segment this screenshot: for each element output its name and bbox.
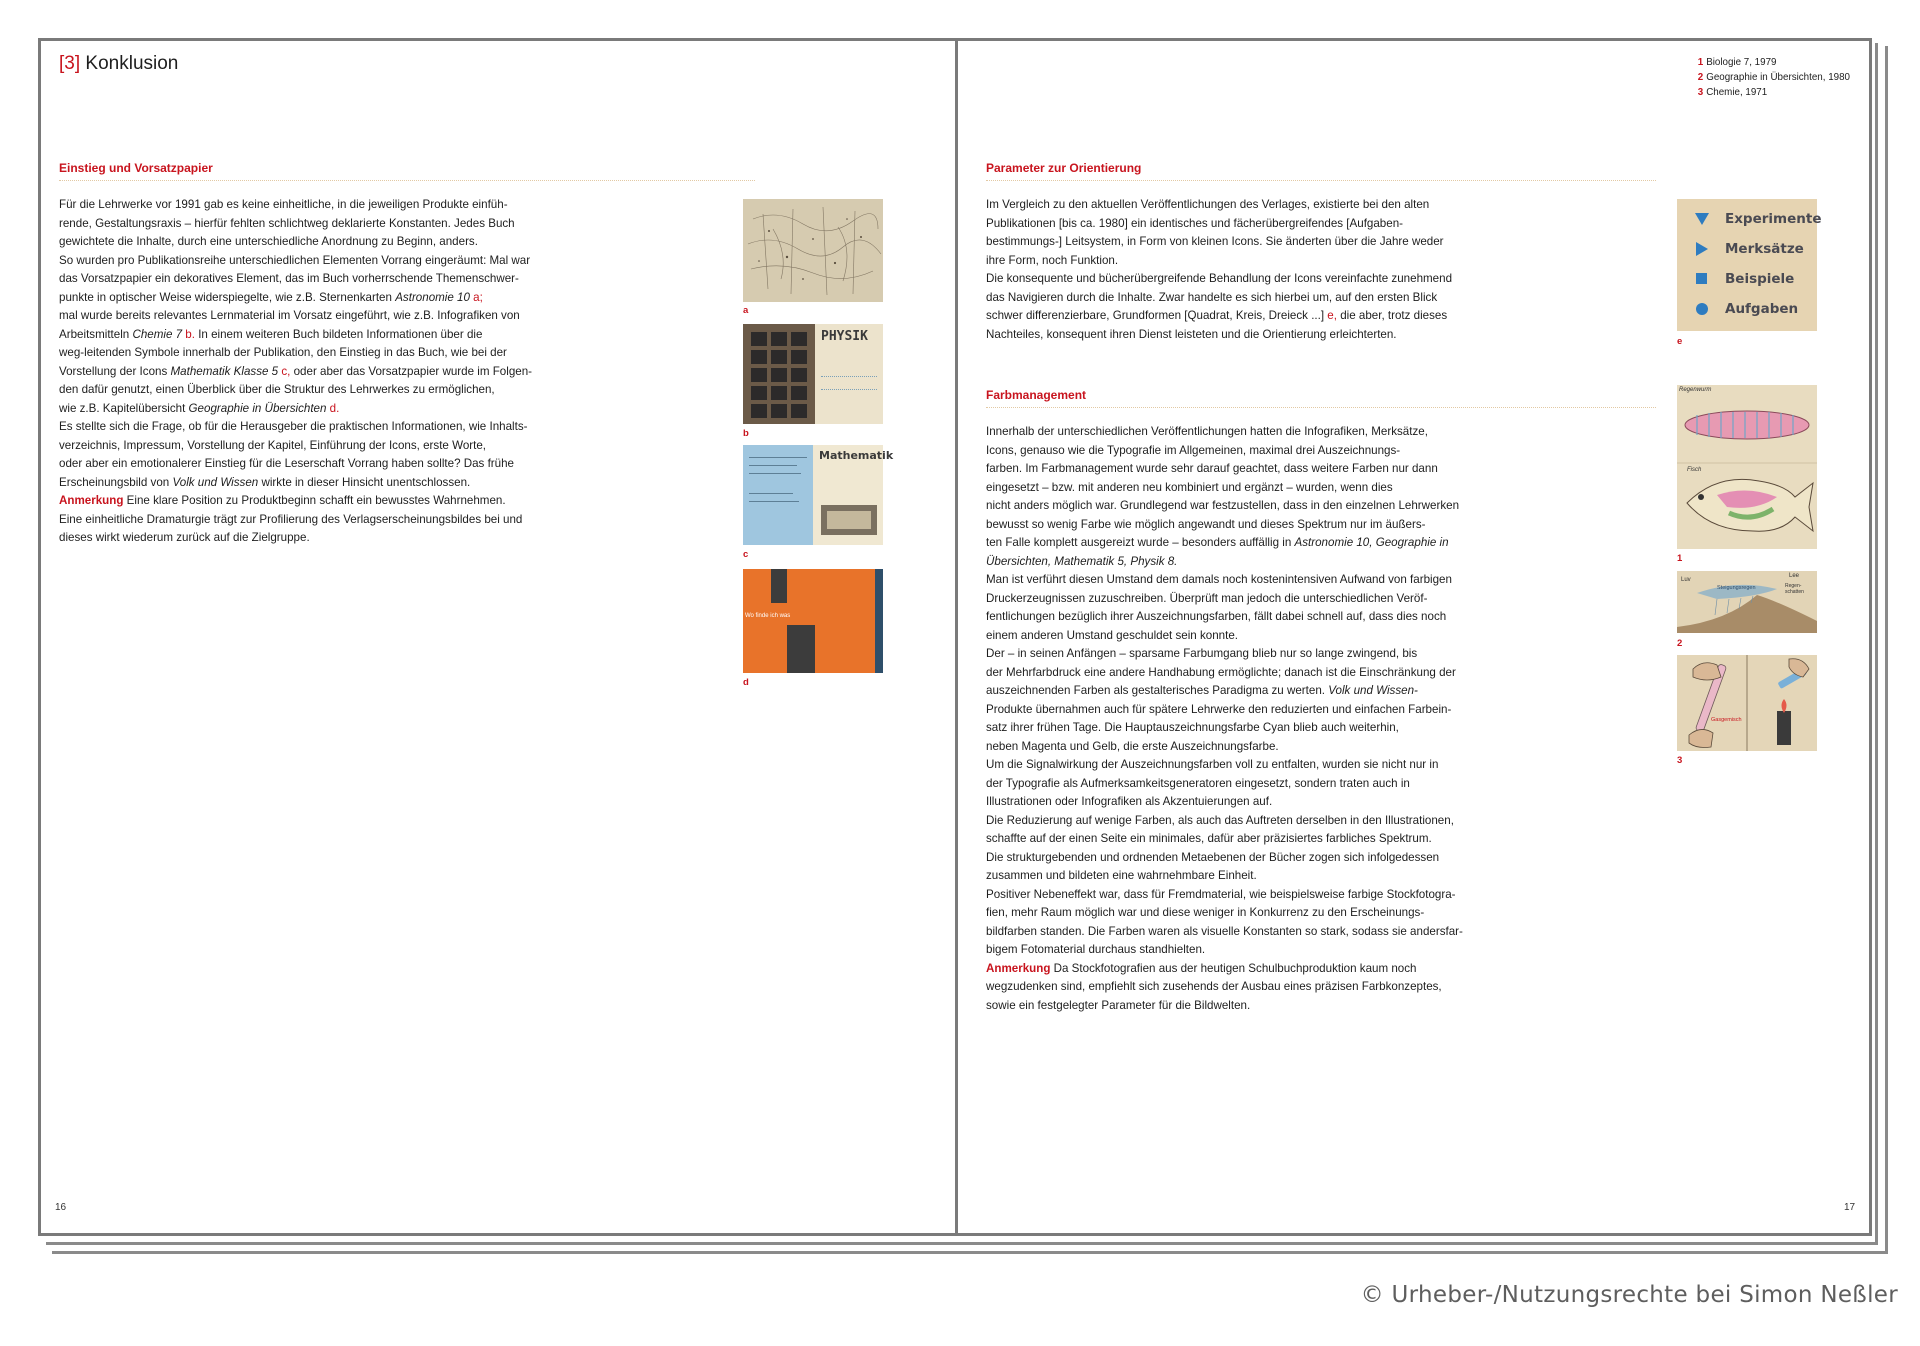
text-span: Astronomie 10 — [395, 290, 470, 304]
dotted-rule — [986, 407, 1656, 408]
copyright-notice: © Urheber-/Nutzungsrechte bei Simon Neßler — [1360, 1282, 1898, 1308]
text-span: Chemie 7 — [132, 327, 183, 341]
text-span: oder aber das Vorsatzpapier wurde im Folgen- — [290, 364, 533, 378]
text-line — [986, 812, 1463, 831]
image-physik-cover — [743, 324, 883, 424]
text-line — [59, 344, 532, 363]
text-span: punkte in optischer Weise widerspiegelte, wie z.B. Sternenkarten — [59, 290, 396, 304]
text-span: Vorstellung der Icons — [59, 364, 171, 378]
text-span: Positiver Nebeneffekt war, dass für Fremdmaterial, wie beispielsweise farbige Stockfotogra- — [986, 887, 1456, 901]
page-number-left: 16 — [55, 1202, 67, 1213]
text-line — [986, 423, 1463, 442]
text-span: Nachteiles, konsequent ihren Dienst leisteten und die Orientierung erleichterten. — [986, 327, 1397, 341]
image-label-d: d — [743, 677, 749, 688]
text-line — [59, 492, 532, 511]
square-icon — [1695, 272, 1709, 286]
legend-row-aufgaben: Aufgaben — [1695, 301, 1798, 317]
text-span: Um die Signalwirkung der Auszeichnungsfarben voll zu entfalten, wurden sie nicht nur in — [986, 758, 1439, 771]
text-line — [986, 775, 1463, 794]
text-line — [986, 849, 1463, 868]
text-span: Icons, genauso wie die Typografie im Allgemeinen, maximal drei Auszeichnungs- — [986, 443, 1401, 457]
text-line — [986, 571, 1463, 590]
text-line — [986, 289, 1452, 308]
text-span: das Navigieren durch die Inhalte. Zwar handelte es sich hierbei um, auf den ersten Blick — [986, 290, 1438, 304]
text-span: Illustrationen oder Infografiken als Akzentuierungen auf. — [986, 795, 1273, 808]
text-span: Da Stockfotografien aus der heutigen Schulbuchproduktion kaum noch — [1050, 961, 1417, 975]
text-line — [986, 608, 1463, 627]
lee-label: Lee — [1789, 573, 1800, 579]
left-page — [41, 41, 955, 1233]
text-span: Innerhalb der unterschiedlichen Veröffentlichungen hatten die Infografiken, Merksätze, — [986, 425, 1428, 438]
text-line — [986, 978, 1463, 997]
text-line — [986, 215, 1452, 234]
image-label-c: c — [743, 549, 749, 560]
text-span: a; — [469, 290, 483, 304]
text-span: schwer differenzierbare, Grundformen [Quadrat, Kreis, Dreieck ...] — [986, 309, 1328, 322]
text-line — [986, 867, 1463, 886]
text-span: zusammen und bildeten eine wahrnehmbare Einheit. — [986, 869, 1257, 882]
text-line — [59, 196, 532, 215]
text-span: b. — [182, 327, 195, 341]
note-label: Anmerkung — [59, 494, 124, 507]
text-span: c, — [278, 364, 291, 378]
image-icon-legend — [1677, 199, 1822, 331]
text-span: dieses wirkt wiederum zurück auf die Zielgruppe. — [59, 531, 310, 544]
text-span: Produkte übernahmen auch für spätere Lehrwerke den reduzierten und einfachen Farbein- — [986, 702, 1452, 716]
overview-text: Wo finde ich was — [745, 613, 791, 619]
caption-text: Chemie, 1971 — [1706, 87, 1768, 98]
rain-label: Steigungsregen — [1717, 585, 1756, 591]
text-span: Der – in seinen Anfängen – sparsame Farbumgang blieb nur so lange zwingend, bis — [986, 647, 1418, 660]
image-label-e: e — [1677, 336, 1683, 347]
text-span: Eine klare Position zu Produktbeginn schafft ein bewusstes Wahrnehmen. — [123, 494, 506, 507]
text-line — [59, 289, 532, 308]
text-span: bildfarben standen. Die Farben waren als visuelle Konstanten so stark, sodass sie andersfar- — [986, 924, 1463, 938]
text-line — [59, 326, 532, 345]
text-line — [986, 196, 1452, 215]
text-line — [986, 627, 1463, 646]
text-span: Übersichten, Mathematik 5, Physik 8. — [986, 554, 1178, 568]
text-span: Arbeitsmitteln — [59, 327, 133, 341]
text-span: bigem Fotomaterial durchaus standhielten. — [986, 943, 1206, 956]
body-text — [59, 196, 532, 548]
text-span: Geographie in Übersichten — [188, 401, 327, 415]
caption-item — [1698, 55, 1850, 70]
text-span: Es stellte sich die Frage, ob für die Herausgeber die praktischen Informationen, wie Inhalts- — [59, 420, 528, 433]
legend-row-experimente: Experimente — [1695, 211, 1821, 227]
text-span: sowie ein festgelegter Parameter für die Bildwelten. — [986, 998, 1251, 1012]
text-span: In einem weiteren Buch bildeten Informationen über die — [194, 327, 483, 341]
text-span: d. — [326, 401, 340, 415]
text-span: eingesetzt – bzw. mit anderen neu kombiniert und ergänzt – wurden, wenn dies — [986, 480, 1393, 494]
text-line — [986, 307, 1452, 326]
text-span: e, — [1327, 309, 1337, 322]
image-label-1: 1 — [1677, 553, 1683, 564]
mathematik-title: Mathematik — [819, 449, 894, 462]
text-line — [986, 941, 1463, 960]
section-title-orientation: Parameter zur Orientierung — [986, 161, 1142, 175]
physik-title: PHYSIK — [821, 329, 868, 344]
text-line — [986, 534, 1463, 553]
text-line — [986, 590, 1463, 609]
text-line — [986, 886, 1463, 905]
text-span: neben Magenta und Gelb, die erste Auszeichnungsfarbe. — [986, 739, 1279, 753]
text-span: der Mehrfarbdruck eine andere Handhabung ermöglichte; danach ist die Einschränkung der — [986, 665, 1456, 679]
text-span: Für die Lehrwerke vor 1991 gab es keine einheitliche, in die jeweiligen Produkte einfüh- — [59, 198, 508, 211]
image-label-3: 3 — [1677, 755, 1683, 766]
text-line — [59, 215, 532, 234]
text-line — [986, 701, 1463, 720]
image-orange-overview — [743, 569, 883, 673]
caption-item — [1698, 85, 1850, 100]
text-line — [986, 497, 1463, 516]
text-line — [59, 270, 532, 289]
note-label: Anmerkung — [986, 961, 1051, 975]
caption-text: Geographie in Übersichten, 1980 — [1706, 72, 1850, 83]
chapter-title: Konklusion — [85, 53, 179, 74]
body-text-color — [986, 423, 1463, 1015]
worm-label: Regenwurm — [1679, 387, 1712, 393]
chapter-heading: [3] Konklusion — [59, 53, 179, 74]
text-span: mal wurde bereits relevantes Lernmaterial im Vorsatz eingeführt, wie z.B. Infografiken von — [59, 309, 520, 322]
text-span: wirkte in dieser Hinsicht unentschlossen. — [258, 475, 471, 489]
text-span: bestimmungs-] Leitsystem, in Form von kleinen Icons. Sie änderten über die Jahre weder — [986, 235, 1444, 248]
text-line — [986, 830, 1463, 849]
text-line — [986, 460, 1463, 479]
image-chemistry-experiment — [1677, 655, 1817, 751]
text-line — [59, 418, 532, 437]
text-span: fien, mehr Raum möglich war und diese weniger in Konkurrenz zu den Erscheinungs- — [986, 906, 1425, 919]
text-span: Volk und Wissen- — [1328, 684, 1418, 697]
text-span: farben. Im Farbmanagement wurde sehr darauf geachtet, dass weitere Farben nur dann — [986, 462, 1438, 475]
dotted-rule — [986, 180, 1656, 181]
text-span: Druckerzeugnissen zuzuschreiben. Überprüft man jedoch die unterschiedlichen Veröf- — [986, 591, 1428, 605]
text-span: wie z.B. Kapitelübersicht — [59, 401, 189, 415]
text-line — [986, 252, 1452, 271]
section-title-color: Farbmanagement — [986, 388, 1087, 402]
text-line — [59, 511, 532, 530]
text-line — [986, 960, 1463, 979]
image-geography-rain — [1677, 571, 1817, 633]
text-line — [986, 904, 1463, 923]
text-line — [986, 664, 1463, 683]
text-line — [986, 682, 1463, 701]
text-line — [59, 381, 532, 400]
text-line — [986, 479, 1463, 498]
image-label-2: 2 — [1677, 638, 1683, 649]
text-line — [986, 553, 1463, 572]
fish-label: Fisch — [1687, 467, 1702, 473]
text-span: das Vorsatzpapier ein dekoratives Element, das im Buch vorherrschende Themenschwer- — [59, 272, 519, 285]
body-text-orientation — [986, 196, 1452, 344]
text-span: der Typografie als Aufmerksamkeitsgeneratoren eingesetzt, sondern traten auch in — [986, 776, 1410, 790]
book-spread — [38, 38, 1872, 1236]
text-span: schaffte auf der einen Seite ein minimales, dafür aber präzisiertes farbliches Spektrum. — [986, 832, 1432, 845]
text-span: Erscheinungsbild von — [59, 475, 173, 489]
caption-number: 2 — [1697, 72, 1704, 83]
caption-number: 1 — [1697, 57, 1704, 68]
right-page — [958, 41, 1872, 1233]
text-line — [59, 529, 532, 548]
image-mathematik-cover — [743, 445, 894, 545]
text-line — [59, 437, 532, 456]
text-span: gewichtete die Inhalte, durch eine unterschiedliche Anordnung zu Beginn, anders. — [59, 235, 478, 248]
text-line — [986, 645, 1463, 664]
image-star-map — [743, 199, 883, 302]
text-line — [986, 442, 1463, 461]
text-span: nicht anders möglich war. Grundlegend war festzustellen, dass in den einzelnen Lehrwerken — [986, 499, 1460, 512]
legend-row-beispiele: Beispiele — [1695, 271, 1794, 287]
text-span: Im Vergleich zu den aktuellen Veröffentlichungen des Verlages, existierte bei den alten — [986, 198, 1430, 211]
text-span: Eine einheitliche Dramaturgie trägt zur Profilierung des Verlagserscheinungsbildes bei und — [59, 512, 523, 526]
image-label-a: a — [743, 305, 749, 316]
text-line — [59, 363, 532, 382]
text-span: rende, Gestaltungsraxis – hierfür fehlten schlichtweg deklarierte Konstanten. Jedes Buch — [59, 216, 515, 230]
text-span: Volk und Wissen — [172, 475, 259, 489]
triangle-right-icon — [1695, 242, 1709, 256]
text-span: ten Falle komplett ausgereizt wurde – besonders auffällig in — [986, 536, 1295, 549]
text-span: oder aber ein emotionalerer Einstieg für die Leserschaft Vorrang haben sollte? Das frühe — [59, 457, 515, 470]
legend-row-merksaetze: Merksätze — [1695, 241, 1804, 257]
caption-item — [1698, 70, 1850, 85]
text-span: Astronomie 10, Geographie in — [1294, 536, 1449, 549]
text-span: einem anderen Umstand geschuldet sein konnte. — [986, 628, 1238, 642]
caption-number: 3 — [1697, 87, 1704, 98]
text-line — [986, 326, 1452, 345]
text-span: fentlichungen bezüglich ihrer Auszeichnungsfarben, fällt dabei schnell auf, dass dies noch — [986, 610, 1447, 623]
chapter-number: 3 — [64, 53, 75, 74]
text-span: Man ist verführt diesen Umstand dem damals noch kostenintensiven Aufwand von farbigen — [986, 573, 1452, 586]
text-span: weg-leitenden Symbole innerhalb der Publikation, den Einstieg in das Buch, wie bei der — [59, 346, 507, 359]
text-span: Publikationen [bis ca. 1980] ein identisches und fächerübergreifendes [Aufgaben- — [986, 216, 1404, 230]
text-line — [986, 719, 1463, 738]
text-line — [59, 233, 532, 252]
section-title: Einstieg und Vorsatzpapier — [59, 161, 213, 175]
text-line — [986, 233, 1452, 252]
image-biology-illustration — [1677, 385, 1817, 549]
image-label-b: b — [743, 428, 749, 439]
text-line — [986, 270, 1452, 289]
circle-icon — [1695, 302, 1709, 316]
shadow-label: Regen-schatten — [1785, 583, 1804, 595]
text-line — [59, 307, 532, 326]
text-span: auszeichnenden Farben als gestalterisches Paradigma zu werten. — [986, 684, 1329, 697]
gas-label: Gasgemisch — [1711, 717, 1742, 723]
text-line — [59, 455, 532, 474]
text-span: den dafür genutzt, einen Überblick über die Struktur des Lehrwerkes zu ermöglichen, — [59, 383, 495, 396]
text-span: Mathematik Klasse 5 — [170, 364, 279, 378]
text-span: die aber, trotz dieses — [1336, 309, 1448, 322]
text-span: verzeichnis, Impressum, Vorstellung der Kapitel, Einführung der Icons, erste Worte, — [59, 438, 487, 452]
text-span: Die Reduzierung auf wenige Farben, als auch das Auftreten derselben in den Illustrationen, — [986, 813, 1454, 827]
triangle-down-icon — [1695, 212, 1709, 226]
text-span: ihre Form, noch Funktion. — [986, 253, 1119, 267]
text-span: wegzudenken sind, empfiehlt sich zusehends der Ausbau eines präzisen Farbkonzeptes, — [986, 980, 1442, 993]
text-line — [986, 738, 1463, 757]
text-span: Die konsequente und bücherübergreifende Behandlung der Icons vereinfachte zunehmend — [986, 272, 1453, 285]
text-line — [986, 997, 1463, 1016]
luv-label: Luv — [1681, 577, 1691, 583]
text-line — [986, 756, 1463, 775]
text-line — [59, 474, 532, 493]
text-line — [59, 400, 532, 419]
text-span: satz ihrer frühen Tage. Die Hauptauszeichnungsfarbe Cyan blieb auch weiterhin, — [986, 721, 1399, 734]
text-line — [986, 793, 1463, 812]
caption-text: Biologie 7, 1979 — [1706, 57, 1777, 68]
text-line — [986, 923, 1463, 942]
page-number-right: 17 — [1844, 1202, 1856, 1213]
text-line — [59, 252, 532, 271]
text-line — [986, 516, 1463, 535]
text-span: bewusst so wenig Farbe wie möglich angewandt und dieses Spektrum nur im äußers- — [986, 517, 1426, 531]
text-span: Die strukturgebenden und ordnenden Metaebenen der Bücher zogen sich infolgedessen — [986, 850, 1440, 864]
text-span: So wurden pro Publikationsreihe unterschiedlichen Elementen Vorrang eingeräumt: Mal war — [59, 253, 531, 267]
dotted-rule — [59, 180, 755, 181]
figure-captions — [1698, 55, 1850, 100]
